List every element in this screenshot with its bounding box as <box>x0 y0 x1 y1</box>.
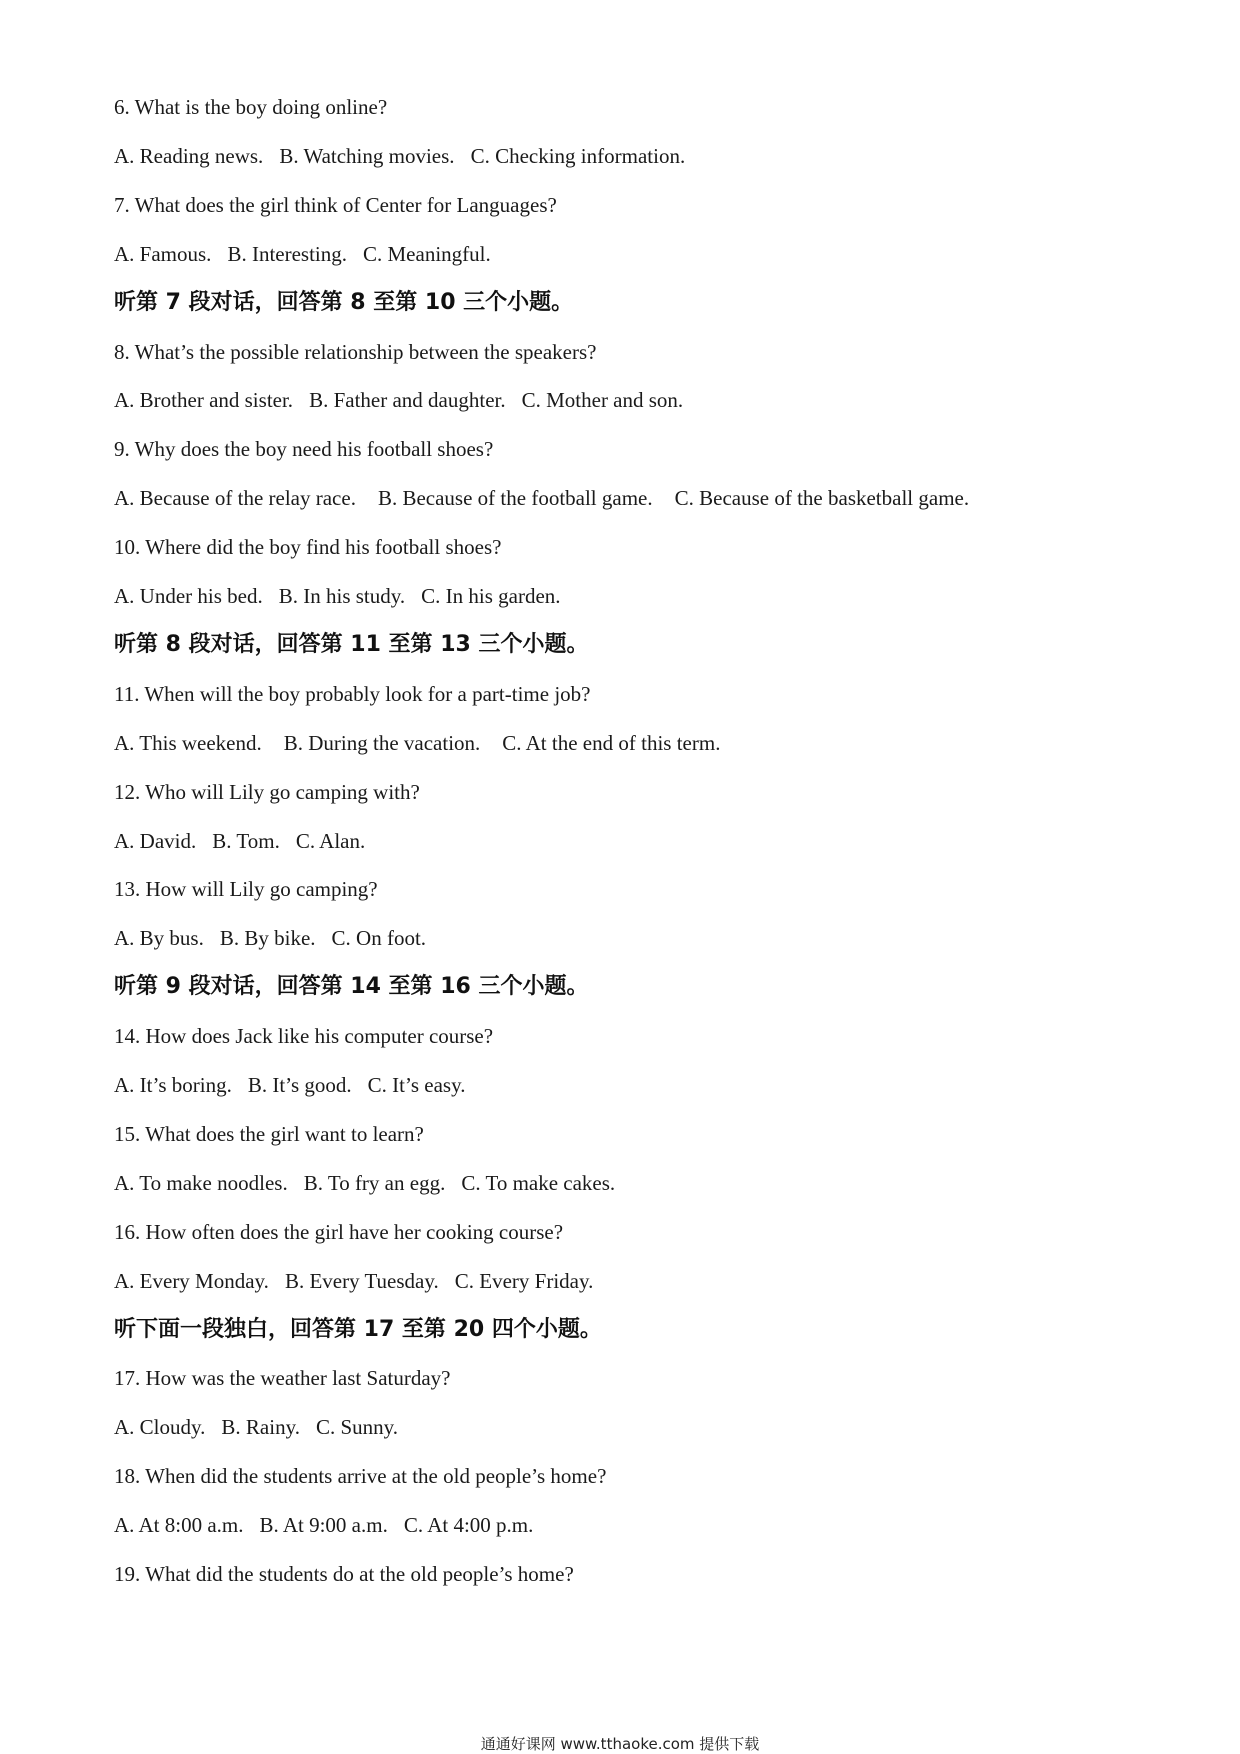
answer-option: C. It’s easy. <box>367 1073 466 1097</box>
answer-option: A. To make noodles. <box>114 1171 288 1195</box>
answer-option: C. Sunny. <box>315 1415 399 1439</box>
question-text: 13. How will Lily go camping? <box>114 877 378 901</box>
answer-option: B. Watching movies. <box>279 144 455 168</box>
answer-option: C. Meaningful. <box>363 242 491 266</box>
answer-option: C. At 4:00 p.m. <box>403 1513 534 1537</box>
answer-option: A. Cloudy. <box>114 1415 206 1439</box>
answer-option: B. By bike. <box>219 926 316 950</box>
answer-option: A. At 8:00 a.m. <box>114 1513 244 1537</box>
answer-options <box>114 1170 615 1196</box>
question-text: 10. Where did the boy find his football shoes? <box>114 535 502 559</box>
section-heading: 听第 9 段对话，回答第 14 至第 16 三个小题。 <box>114 974 589 999</box>
answer-option: A. Every Monday. <box>114 1269 269 1293</box>
answer-option: C. Mother and son. <box>521 388 684 412</box>
answer-options <box>114 925 426 951</box>
question-text: 9. Why does the boy need his football shoes? <box>114 437 494 461</box>
question-text: 8. What’s the possible relationship between the speakers? <box>114 340 597 364</box>
answer-options <box>114 730 720 756</box>
answer-option: B. Every Tuesday. <box>284 1269 439 1293</box>
answer-option: A. Because of the relay race. <box>114 486 356 510</box>
answer-option: A. By bus. <box>114 926 204 950</box>
answer-option: B. At 9:00 a.m. <box>259 1513 388 1537</box>
answer-option: C. To make cakes. <box>461 1171 616 1195</box>
answer-options <box>114 387 683 413</box>
question-text: 7. What does the girl think of Center for Languages? <box>114 193 557 217</box>
question-text: 12. Who will Lily go camping with? <box>114 780 420 804</box>
answer-options <box>114 1414 398 1440</box>
answer-option: C. On foot. <box>331 926 427 950</box>
answer-option: A. Reading news. <box>114 144 264 168</box>
question-text: 14. How does Jack like his computer course? <box>114 1024 494 1048</box>
answer-option: A. Under his bed. <box>114 584 263 608</box>
question-text: 17. How was the weather last Saturday? <box>114 1366 451 1390</box>
answer-option: C. Checking information. <box>470 144 686 168</box>
question-text: 19. What did the students do at the old people’s home? <box>114 1562 574 1586</box>
answer-option: B. To fry an egg. <box>303 1171 446 1195</box>
answer-option: A. David. <box>114 829 197 853</box>
answer-option: C. In his garden. <box>421 584 561 608</box>
answer-option: A. It’s boring. <box>114 1073 232 1097</box>
answer-options <box>114 485 969 511</box>
answer-option: A. This weekend. <box>114 731 262 755</box>
answer-option: B. It’s good. <box>247 1073 352 1097</box>
answer-options <box>114 1268 593 1294</box>
answer-option: B. Rainy. <box>221 1415 300 1439</box>
answer-options <box>114 143 685 169</box>
question-text: 11. When will the boy probably look for a part-time job? <box>114 682 591 706</box>
answer-option: C. Every Friday. <box>454 1269 594 1293</box>
answer-options <box>114 583 561 609</box>
answer-option: A. Famous. <box>114 242 212 266</box>
question-text: 18. When did the students arrive at the old people’s home? <box>114 1464 607 1488</box>
answer-option: B. During the vacation. <box>283 731 481 755</box>
question-text: 6. What is the boy doing online? <box>114 95 388 119</box>
answer-option: B. Tom. <box>212 829 280 853</box>
section-heading: 听下面一段独白，回答第 17 至第 20 四个小题。 <box>114 1317 602 1342</box>
page-footer: 通通好课网 www.tthaoke.com 提供下载 <box>480 1735 760 1753</box>
answer-option: B. Interesting. <box>227 242 347 266</box>
section-heading: 听第 7 段对话，回答第 8 至第 10 三个小题。 <box>114 290 574 315</box>
answer-option: A. Brother and sister. <box>114 388 294 412</box>
answer-options <box>114 241 491 267</box>
question-text: 16. How often does the girl have her cooking course? <box>114 1220 564 1244</box>
answer-option: B. Because of the football game. <box>377 486 653 510</box>
answer-option: C. Because of the basketball game. <box>674 486 970 510</box>
answer-option: B. In his study. <box>278 584 406 608</box>
answer-options <box>114 828 365 854</box>
answer-options <box>114 1072 465 1098</box>
section-heading: 听第 8 段对话，回答第 11 至第 13 三个小题。 <box>114 632 589 657</box>
answer-option: C. Alan. <box>295 829 366 853</box>
answer-option: B. Father and daughter. <box>309 388 506 412</box>
question-text: 15. What does the girl want to learn? <box>114 1122 424 1146</box>
answer-options <box>114 1512 533 1538</box>
answer-option: C. At the end of this term. <box>502 731 721 755</box>
